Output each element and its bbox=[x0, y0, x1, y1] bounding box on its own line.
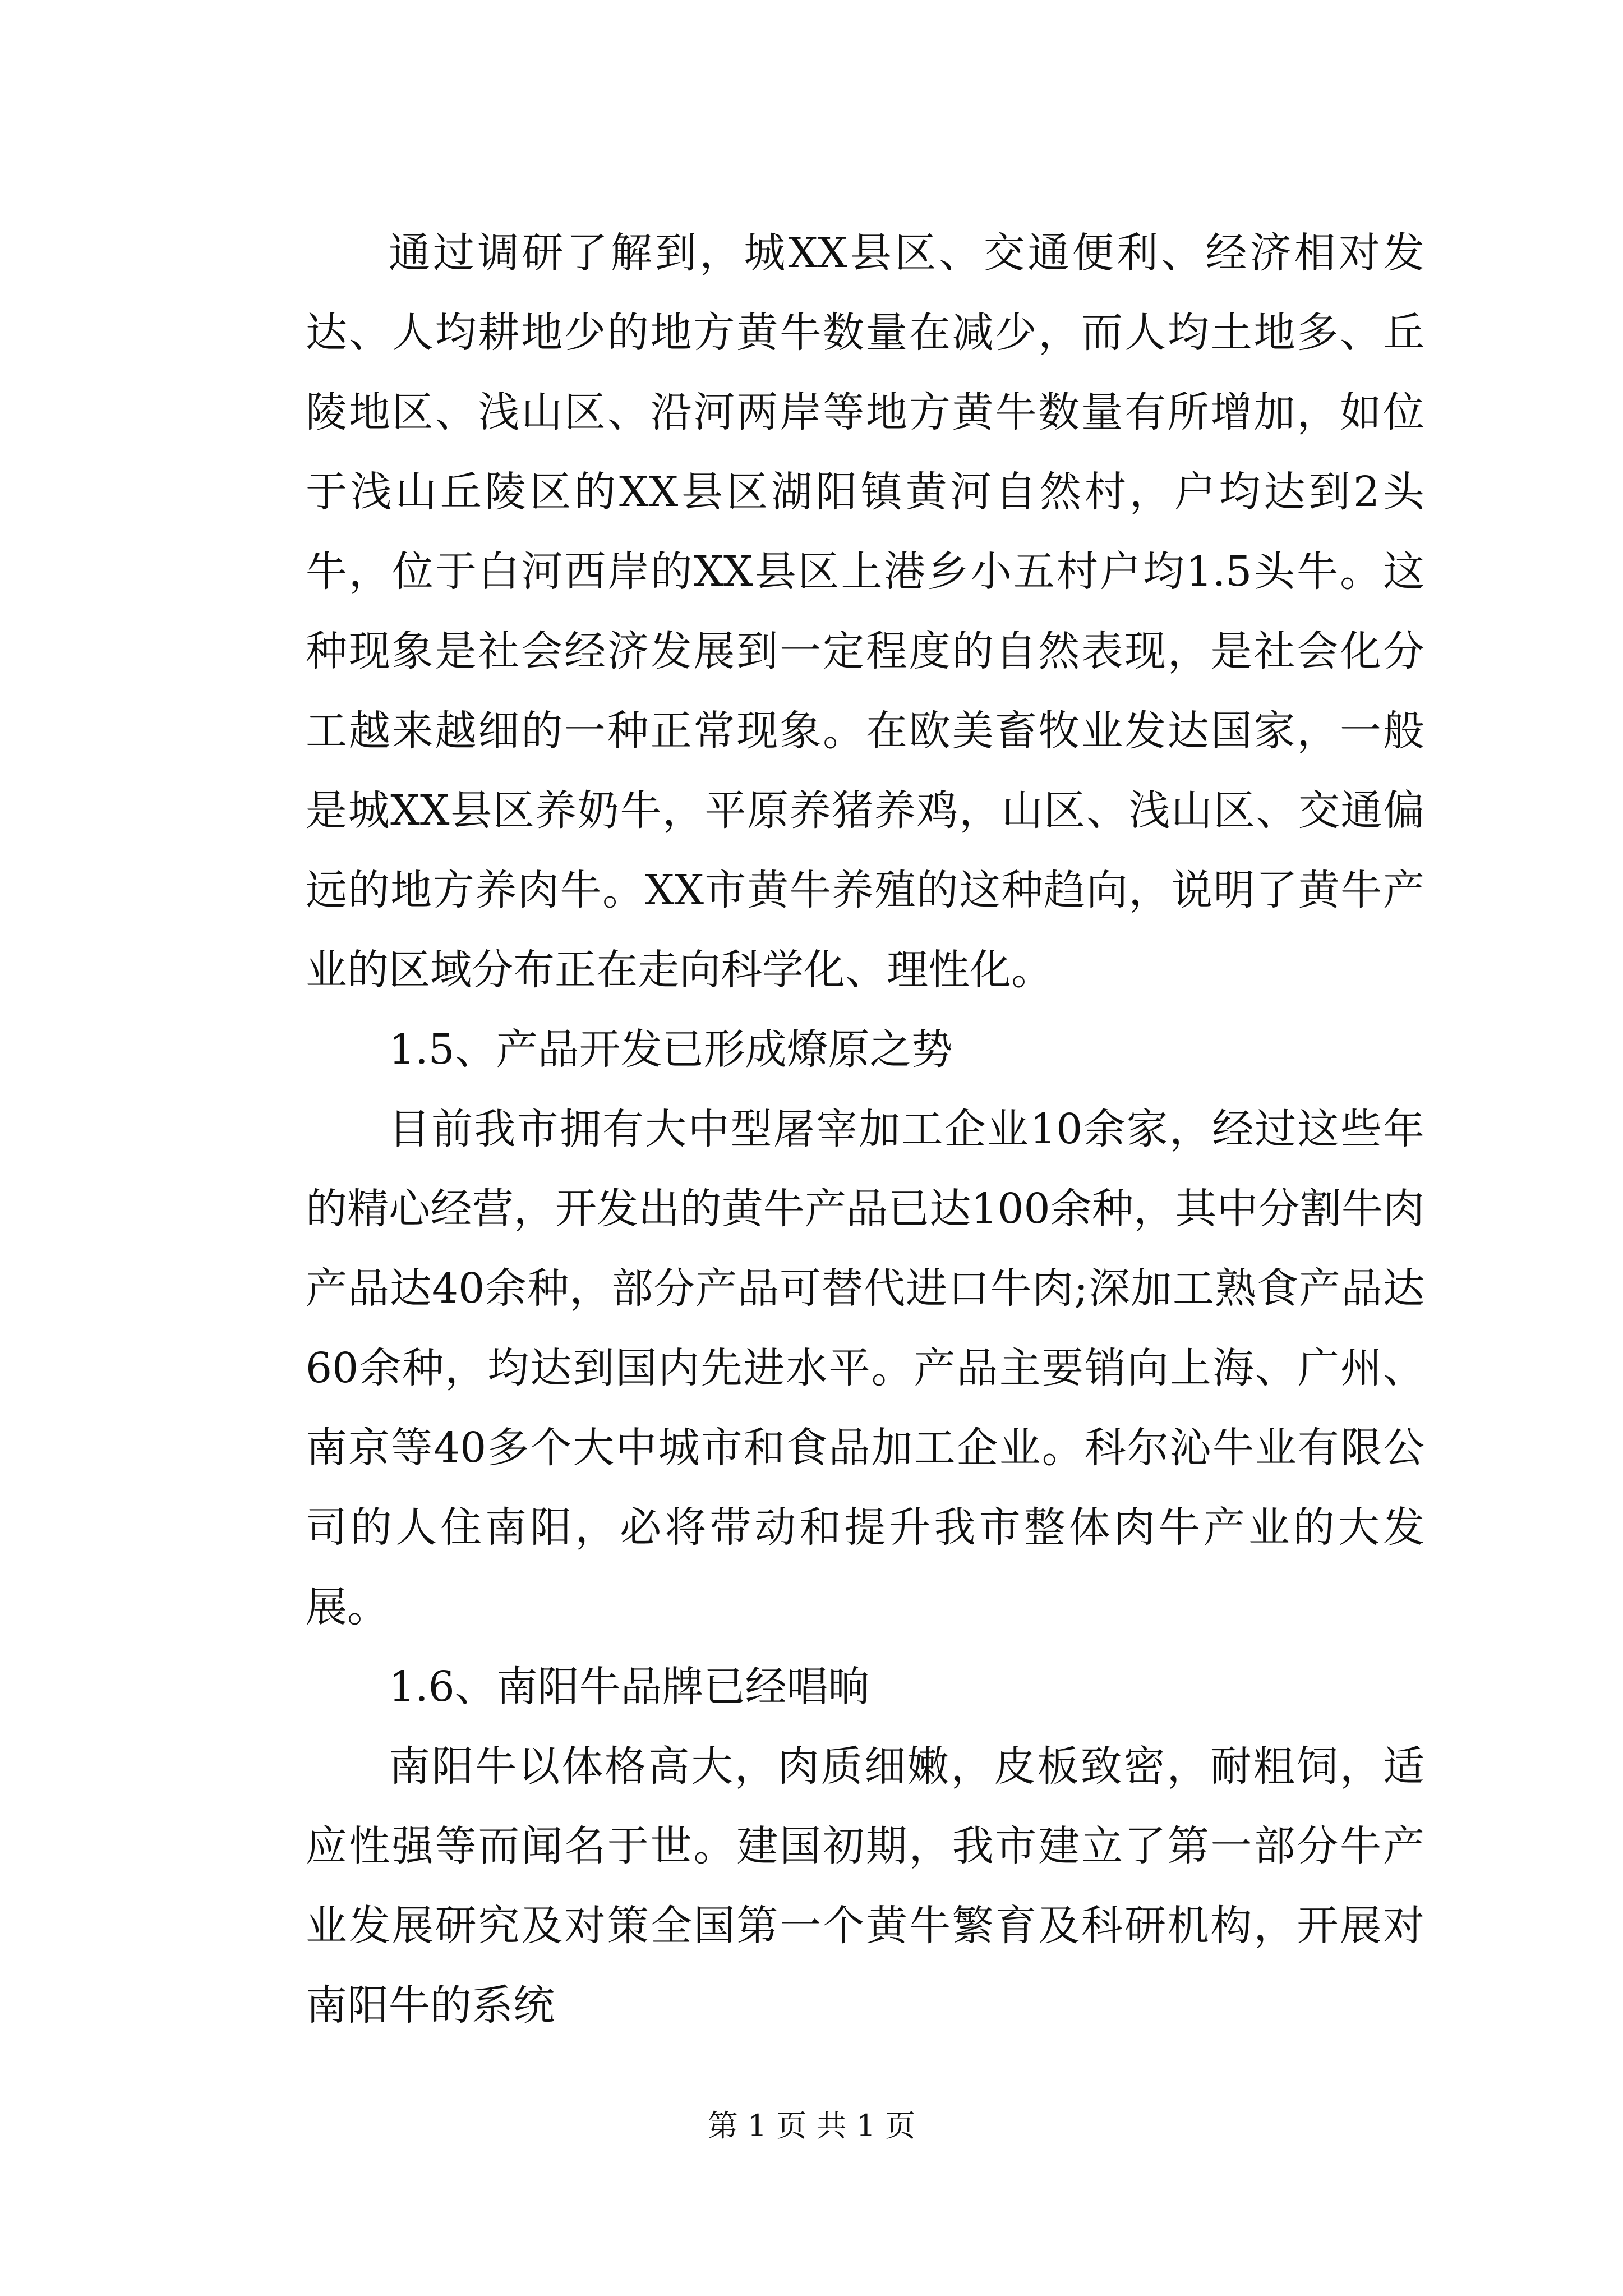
paragraph-product-development: 目前我市拥有大中型屠宰加工企业10余家，经过这些年的精心经营，开发出的黄牛产品已达100余种，其中分割牛肉产品达40余种，部分产品可替代进口牛肉;深加工熟食产品达60余种，均达到国内先进水平。产品主要销向上海、广州、南京等40多个大中城市和食品加工企业。科尔沁牛业有限公司的人住南阳，必将带动和提升我市整体肉牛产业的大发展。 bbox=[306, 1105, 1424, 1631]
paragraph-distribution: 通过调研了解到，城XX县区、交通便利、经济相对发达、人均耕地少的地方黄牛数量在减少，而人均土地多、丘陵地区、浅山区、沿河两岸等地方黄牛数量有所增加，如位于浅山丘陵区的XX县区湖阳镇黄河自然村，户均达到2头牛，位于白河西岸的XX县区上港乡小五村户均1.5头牛。这种现象是社会经济发展到一定程度的自然表现，是社会化分工越来越细的一种正常现象。在欧美畜牧业发达国家，一般是城XX县区养奶牛，平原养猪养鸡，山区、浅山区、交通偏远的地方养肉牛。XX市黄牛养殖的这种趋向，说明了黄牛产业的区域分布正在走向科学化、理性化。 bbox=[306, 229, 1424, 994]
section-heading-1-5: 1.5、产品开发已形成燎原之势 bbox=[389, 1025, 953, 1074]
document-body bbox=[306, 213, 1424, 2045]
page-footer: 第 1 页 共 1 页 bbox=[707, 2108, 916, 2143]
paragraph-nanyang-brand: 南阳牛以体格高大，肉质细嫩，皮板致密，耐粗饲，适应性强等而闻名于世。建国初期，我市建立了第一部分牛产业发展研究及对策全国第一个黄牛繁育及科研机构，开展对南阳牛的系统 bbox=[306, 1742, 1424, 2030]
section-heading-1-6: 1.6、南阳牛品牌已经唱晌 bbox=[389, 1663, 870, 1711]
